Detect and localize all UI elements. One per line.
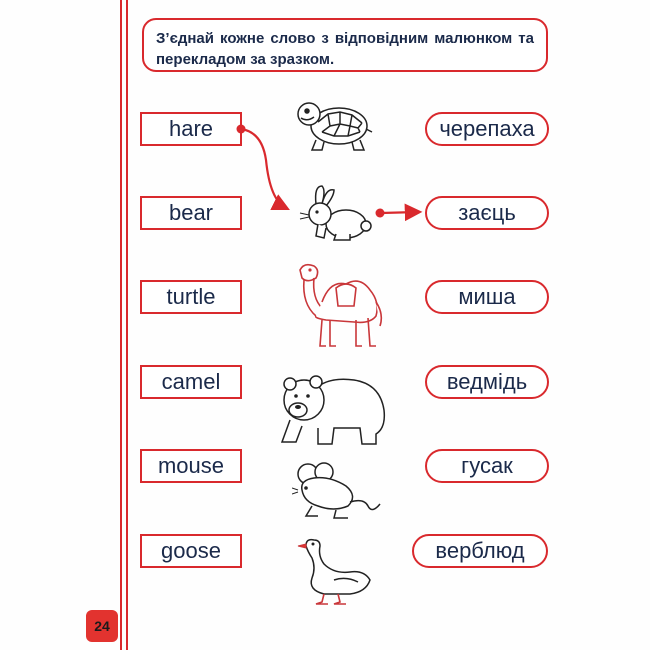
translation-box-5[interactable]: гусак <box>425 449 549 483</box>
word-box-bear[interactable]: bear <box>140 196 242 230</box>
word-box-goose[interactable]: goose <box>140 534 242 568</box>
word-box-turtle[interactable]: turtle <box>140 280 242 314</box>
word-box-mouse[interactable]: mouse <box>140 449 242 483</box>
connector-line-translation <box>380 212 418 213</box>
translation-box-1[interactable]: черепаха <box>425 112 549 146</box>
word-box-camel[interactable]: camel <box>140 365 242 399</box>
page-number-badge: 24 <box>86 610 118 642</box>
word-box-hare[interactable]: hare <box>140 112 242 146</box>
connector-line-hare <box>241 129 286 208</box>
instruction-box: З’єднай кожне слово з відповідним малюнком та перекладом за зразком. <box>142 18 548 72</box>
translation-box-3[interactable]: миша <box>425 280 549 314</box>
translation-box-2[interactable]: заєць <box>425 196 549 230</box>
translation-box-6[interactable]: верблюд <box>412 534 548 568</box>
translation-box-4[interactable]: ведмідь <box>425 365 549 399</box>
